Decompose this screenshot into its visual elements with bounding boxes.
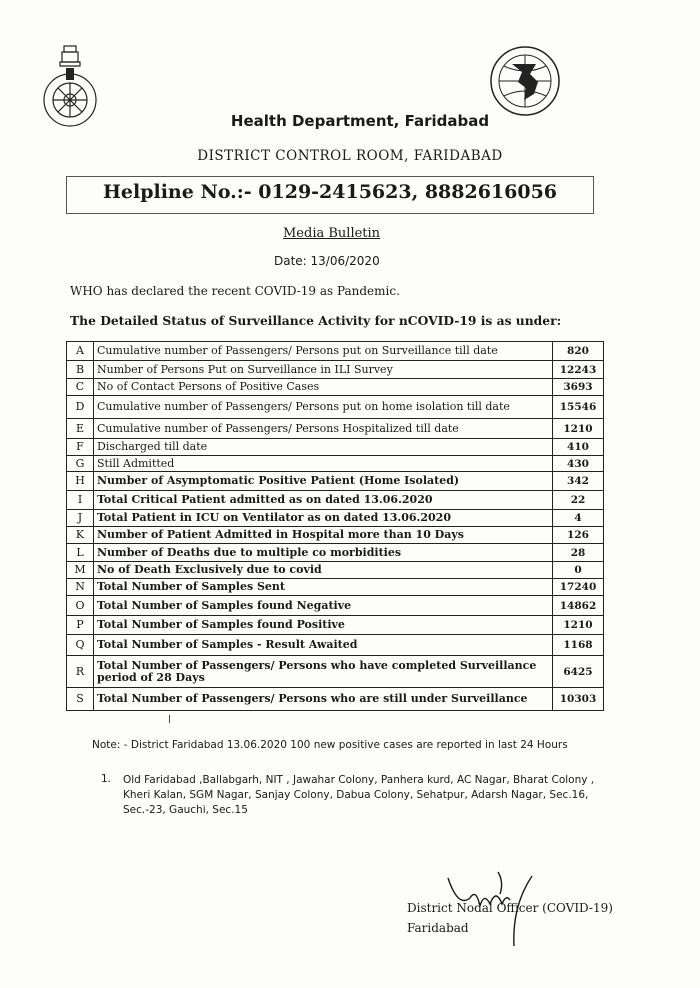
- row-label: Cumulative number of Passengers/ Persons put on home isolation till date: [94, 396, 553, 419]
- row-value: 430: [553, 456, 604, 472]
- surveillance-table: [66, 341, 604, 711]
- row-label: Total Number of Passengers/ Persons who have completed Surveillance period of 28 Days: [94, 656, 553, 688]
- row-value: 1210: [553, 616, 604, 635]
- note-text: Note: - District Faridabad 13.06.2020 100 new positive cases are reported in last 24 Hours: [92, 739, 568, 751]
- table-row: [67, 656, 604, 688]
- row-letter: R: [67, 656, 94, 688]
- row-letter: P: [67, 616, 94, 635]
- row-label: Total Number of Samples found Negative: [94, 596, 553, 616]
- department-title: Health Department, Faridabad: [230, 112, 490, 130]
- row-letter: M: [67, 562, 94, 579]
- row-value: 15546: [553, 396, 604, 419]
- table-row: [67, 379, 604, 396]
- scan-mark: [169, 715, 170, 723]
- row-letter: Q: [67, 635, 94, 656]
- row-letter: S: [67, 688, 94, 711]
- row-label: Total Number of Samples found Positive: [94, 616, 553, 635]
- row-label: Total Number of Samples - Result Awaited: [94, 635, 553, 656]
- row-letter: L: [67, 544, 94, 562]
- row-value: 1210: [553, 419, 604, 439]
- row-value: 3693: [553, 379, 604, 396]
- affected-areas-list: Old Faridabad ,Ballabgarh, NIT , Jawahar Colony, Panhera kurd, AC Nagar, Bharat Colony , Kheri Kalan, SGM Nagar, Sanjay Colony, Dabua Colony, Sehatpur, Adarsh Nagar, Sec.16, Sec.-23, Gauchi, Sec.15: [123, 774, 595, 816]
- table-row: [67, 439, 604, 456]
- who-statement: WHO has declared the recent COVID-19 as Pandemic.: [70, 284, 400, 298]
- row-value: 820: [553, 342, 604, 361]
- row-value: 10303: [553, 688, 604, 711]
- officer-place: Faridabad: [407, 921, 469, 935]
- table-row: [67, 544, 604, 562]
- officer-designation: District Nodal Officer (COVID-19): [407, 901, 613, 915]
- row-letter: J: [67, 510, 94, 527]
- row-label: Total Number of Passengers/ Persons who are still under Surveillance: [94, 688, 553, 711]
- detailed-status-heading: The Detailed Status of Surveillance Activity for nCOVID-19 is as under:: [70, 313, 562, 328]
- row-letter: N: [67, 579, 94, 596]
- row-letter: B: [67, 361, 94, 379]
- table-row: [67, 456, 604, 472]
- table-row: [67, 527, 604, 544]
- row-letter: K: [67, 527, 94, 544]
- row-value: 22: [553, 491, 604, 510]
- table-row: [67, 596, 604, 616]
- row-value: 342: [553, 472, 604, 491]
- row-value: 126: [553, 527, 604, 544]
- row-letter: I: [67, 491, 94, 510]
- row-label: Cumulative number of Passengers/ Persons Hospitalized till date: [94, 419, 553, 439]
- row-letter: D: [67, 396, 94, 419]
- row-label: No of Contact Persons of Positive Cases: [94, 379, 553, 396]
- table-row: [67, 562, 604, 579]
- row-value: 12243: [553, 361, 604, 379]
- row-label: Number of Persons Put on Surveillance in ILI Survey: [94, 361, 553, 379]
- row-label: Total Critical Patient admitted as on dated 13.06.2020: [94, 491, 553, 510]
- row-value: 0: [553, 562, 604, 579]
- row-label: Number of Asymptomatic Positive Patient (Home Isolated): [94, 472, 553, 491]
- table-row: [67, 472, 604, 491]
- row-label: Total Number of Samples Sent: [94, 579, 553, 596]
- globe-emblem-icon: [488, 44, 562, 118]
- row-letter: E: [67, 419, 94, 439]
- row-value: 6425: [553, 656, 604, 688]
- row-value: 14862: [553, 596, 604, 616]
- row-label: Total Patient in ICU on Ventilator as on dated 13.06.2020: [94, 510, 553, 527]
- helpline-text: Helpline No.:- 0129-2415623, 8882616056: [102, 181, 558, 203]
- row-letter: O: [67, 596, 94, 616]
- row-letter: A: [67, 342, 94, 361]
- row-label: Still Admitted: [94, 456, 553, 472]
- control-room-title: DISTRICT CONTROL ROOM, FARIDABAD: [197, 148, 503, 164]
- row-letter: G: [67, 456, 94, 472]
- table-row: [67, 616, 604, 635]
- table-row: [67, 396, 604, 419]
- table-row: [67, 510, 604, 527]
- row-value: 28: [553, 544, 604, 562]
- row-label: Number of Deaths due to multiple co morbidities: [94, 544, 553, 562]
- row-value: 1168: [553, 635, 604, 656]
- table-row: [67, 361, 604, 379]
- row-value: 4: [553, 510, 604, 527]
- row-letter: C: [67, 379, 94, 396]
- table-row: [67, 342, 604, 361]
- table-row: [67, 491, 604, 510]
- row-letter: H: [67, 472, 94, 491]
- table-row: [67, 635, 604, 656]
- row-value: 410: [553, 439, 604, 456]
- row-label: No of Death Exclusively due to covid: [94, 562, 553, 579]
- list-number: 1.: [101, 773, 112, 785]
- bulletin-title: Media Bulletin: [283, 226, 381, 241]
- table-row: [67, 419, 604, 439]
- row-value: 17240: [553, 579, 604, 596]
- table-row: [67, 579, 604, 596]
- row-label: Cumulative number of Passengers/ Persons put on Surveillance till date: [94, 342, 553, 361]
- bulletin-date: Date: 13/06/2020: [274, 254, 380, 268]
- row-label: Number of Patient Admitted in Hospital more than 10 Days: [94, 527, 553, 544]
- row-label: Discharged till date: [94, 439, 553, 456]
- table-row: [67, 688, 604, 711]
- row-letter: F: [67, 439, 94, 456]
